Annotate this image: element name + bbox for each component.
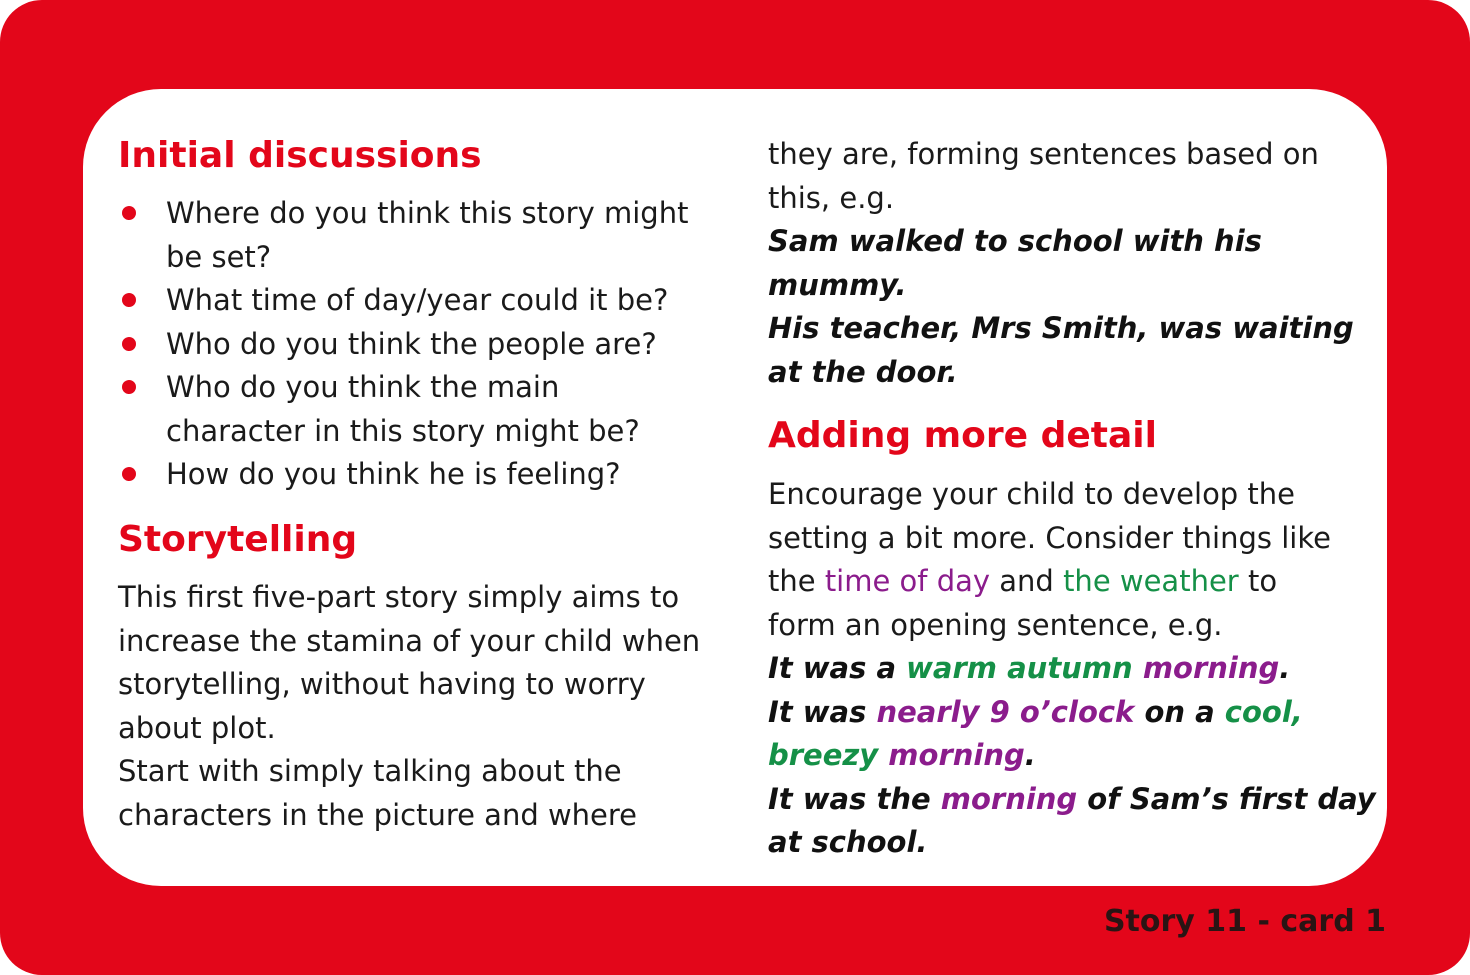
example-sentence: mummy. xyxy=(768,267,907,302)
discussion-question-text: be set? xyxy=(166,239,272,274)
detail-intro-line: form an opening sentence, e.g. xyxy=(768,607,1223,642)
detail-intro-line xyxy=(768,560,1376,604)
bullet-dot-icon xyxy=(122,467,136,481)
example-sentence: at the door. xyxy=(768,354,958,389)
example-sentence: Sam walked to school with his xyxy=(768,224,1262,258)
time-phrase: morning xyxy=(888,738,1025,772)
storytelling-line: characters in the picture and where xyxy=(118,797,638,832)
opening-sentence-example-continued: at school. xyxy=(768,825,928,859)
storytelling-line: about plot. xyxy=(118,710,276,745)
storytelling-line: This first five-part story simply aims to xyxy=(118,580,680,614)
time-phrase: morning xyxy=(940,781,1078,816)
discussion-question xyxy=(118,192,726,279)
time-phrase: nearly 9 o’clock xyxy=(876,694,1135,729)
discussion-question xyxy=(118,323,726,367)
storytelling-continued xyxy=(768,133,1354,394)
detail-intro-text: and xyxy=(990,564,1064,598)
detail-intro-line: setting a bit more. Consider things like xyxy=(768,520,1331,555)
discussion-question-text: character in this story might be? xyxy=(166,413,640,448)
bullet-dot-icon xyxy=(122,337,136,351)
bullet-dot-icon xyxy=(122,206,136,220)
time-phrase: morning xyxy=(1142,651,1280,685)
storytelling-line: increase the stamina of your child when xyxy=(118,623,701,658)
storytelling-continued-line: they are, forming sentences based on xyxy=(768,137,1319,171)
example-text: It was the xyxy=(768,781,941,816)
bullet-dot-icon xyxy=(122,380,136,394)
adding-detail-paragraph xyxy=(768,473,1376,865)
storytelling-continued-line: this, e.g. xyxy=(768,180,895,215)
bullet-dot-icon xyxy=(122,293,136,307)
example-text: of Sam’s first day xyxy=(1077,781,1376,816)
time-of-day-highlight: time of day xyxy=(824,564,991,598)
opening-sentence-example-continued xyxy=(768,734,1376,778)
storytelling-heading: Storytelling xyxy=(118,519,358,560)
discussion-question-list xyxy=(118,192,726,497)
storytelling-line: storytelling, without having to worry xyxy=(118,667,646,701)
discussion-question xyxy=(118,453,726,497)
weather-phrase: breezy xyxy=(768,738,879,772)
detail-intro-text: to xyxy=(1238,564,1278,598)
example-text: It was a xyxy=(768,651,907,685)
example-text: It was xyxy=(768,694,877,729)
discussion-question-text: Who do you think the main xyxy=(166,370,560,404)
weather-phrase: warm autumn xyxy=(906,651,1133,685)
discussion-question-text: Where do you think this story might xyxy=(166,196,689,230)
discussion-question-text: How do you think he is feeling? xyxy=(166,457,621,491)
detail-intro-text: the xyxy=(768,564,825,598)
example-text: . xyxy=(1279,651,1291,685)
weather-phrase: cool, xyxy=(1224,694,1303,729)
example-sentence: His teacher, Mrs Smith, was waiting xyxy=(768,311,1354,345)
discussion-question xyxy=(118,279,726,323)
example-text: on a xyxy=(1134,694,1225,729)
storytelling-paragraph xyxy=(118,576,700,837)
discussion-question xyxy=(118,366,726,453)
detail-intro-line: Encourage your child to develop the xyxy=(768,477,1296,511)
initial-discussions-heading: Initial discussions xyxy=(118,135,482,176)
adding-more-detail-heading: Adding more detail xyxy=(768,415,1157,456)
card-footer-label: Story 11 - card 1 xyxy=(1103,904,1386,939)
opening-sentence-example xyxy=(768,647,1376,691)
weather-highlight: the weather xyxy=(1063,564,1239,598)
opening-sentence-example xyxy=(768,691,1376,735)
example-text: . xyxy=(1024,738,1036,772)
discussion-question-text: Who do you think the people are? xyxy=(166,326,657,361)
discussion-question-text: What time of day/year could it be? xyxy=(166,283,669,317)
opening-sentence-example xyxy=(768,778,1376,822)
storytelling-line: Start with simply talking about the xyxy=(118,754,622,788)
